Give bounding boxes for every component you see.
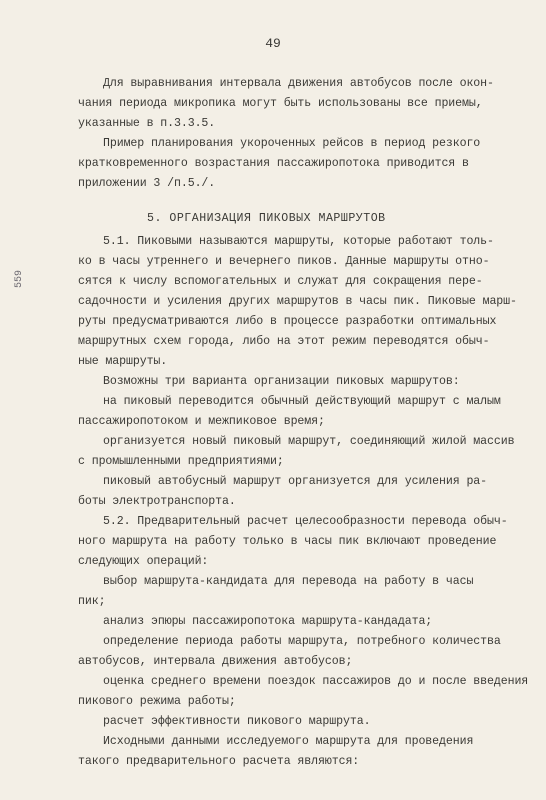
text-line: кратковременного возрастания пассажиропотока приводится в bbox=[78, 157, 469, 170]
text-line: выбор маршрута-кандидата для перевода на работу в часы bbox=[103, 575, 474, 588]
text-line: 5.1. Пиковыми называются маршруты, которые работают толь- bbox=[103, 235, 494, 248]
text-line: такого предварительного расчета являются: bbox=[78, 755, 360, 768]
text-line: определение периода работы маршрута, потребного количества bbox=[103, 635, 501, 648]
text-line: Возможны три варианта организации пиковых маршрутов: bbox=[103, 375, 460, 388]
text-line: на пиковый переводится обычный действующий маршрут с малым bbox=[103, 395, 501, 408]
text-line: сятся к числу вспомогательных и служат для сокращения пере- bbox=[78, 275, 483, 288]
text-line: Исходными данными исследуемого маршрута для проведения bbox=[103, 735, 474, 748]
text-line: маршрутных схем города, либо на этот режим переводятся обыч- bbox=[78, 335, 490, 348]
text-line: расчет эффективности пикового маршрута. bbox=[103, 715, 371, 728]
page-number: 49 bbox=[265, 36, 281, 51]
text-line: чания периода микропика могут быть использованы все приемы, bbox=[78, 97, 483, 110]
text-line: Пример планирования укороченных рейсов в период резкого bbox=[103, 137, 481, 150]
text-line: 5.2. Предварительный расчет целесообразности перевода обыч- bbox=[103, 515, 508, 528]
text-line: ного маршрута на работу только в часы пик включают проведение bbox=[78, 535, 497, 548]
text-line: Для выравнивания интервала движения автобусов после окон- bbox=[103, 77, 494, 90]
text-line: оценка среднего времени поездок пассажиров до и после введения bbox=[103, 675, 529, 688]
text-line: руты предусматриваются либо в процессе разработки оптимальных bbox=[78, 315, 497, 328]
text-line: ные маршруты. bbox=[78, 355, 168, 368]
text-line: с промышленными предприятиями; bbox=[78, 455, 284, 468]
text-line: боты электротранспорта. bbox=[78, 495, 236, 508]
text-line: организуется новый пиковый маршрут, соединяющий жилой массив bbox=[103, 435, 515, 448]
side-margin-mark: 559 bbox=[14, 269, 25, 288]
text-line: следующих операций: bbox=[78, 555, 209, 568]
section-heading: 5. ОРГАНИЗАЦИЯ ПИКОВЫХ МАРШРУТОВ bbox=[147, 212, 386, 225]
text-line: указанные в п.3.3.5. bbox=[78, 117, 216, 130]
text-line: ко в часы утреннего и вечернего пиков. Данные маршруты отно- bbox=[78, 255, 490, 268]
text-line: пикового режима работы; bbox=[78, 695, 236, 708]
text-line: садочности и усиления других маршрутов в часы пик. Пиковые марш- bbox=[78, 295, 517, 308]
text-line: приложении 3 /п.5./. bbox=[78, 177, 216, 190]
text-line: пик; bbox=[78, 595, 106, 608]
text-line: анализ эпюры пассажиропотока маршрута-кандадата; bbox=[103, 615, 433, 628]
text-line: пассажиропотоком и межпиковое время; bbox=[78, 415, 325, 428]
text-line: автобусов, интервала движения автобусов; bbox=[78, 655, 353, 668]
text-line: пиковый автобусный маршрут организуется для усиления ра- bbox=[103, 475, 488, 488]
